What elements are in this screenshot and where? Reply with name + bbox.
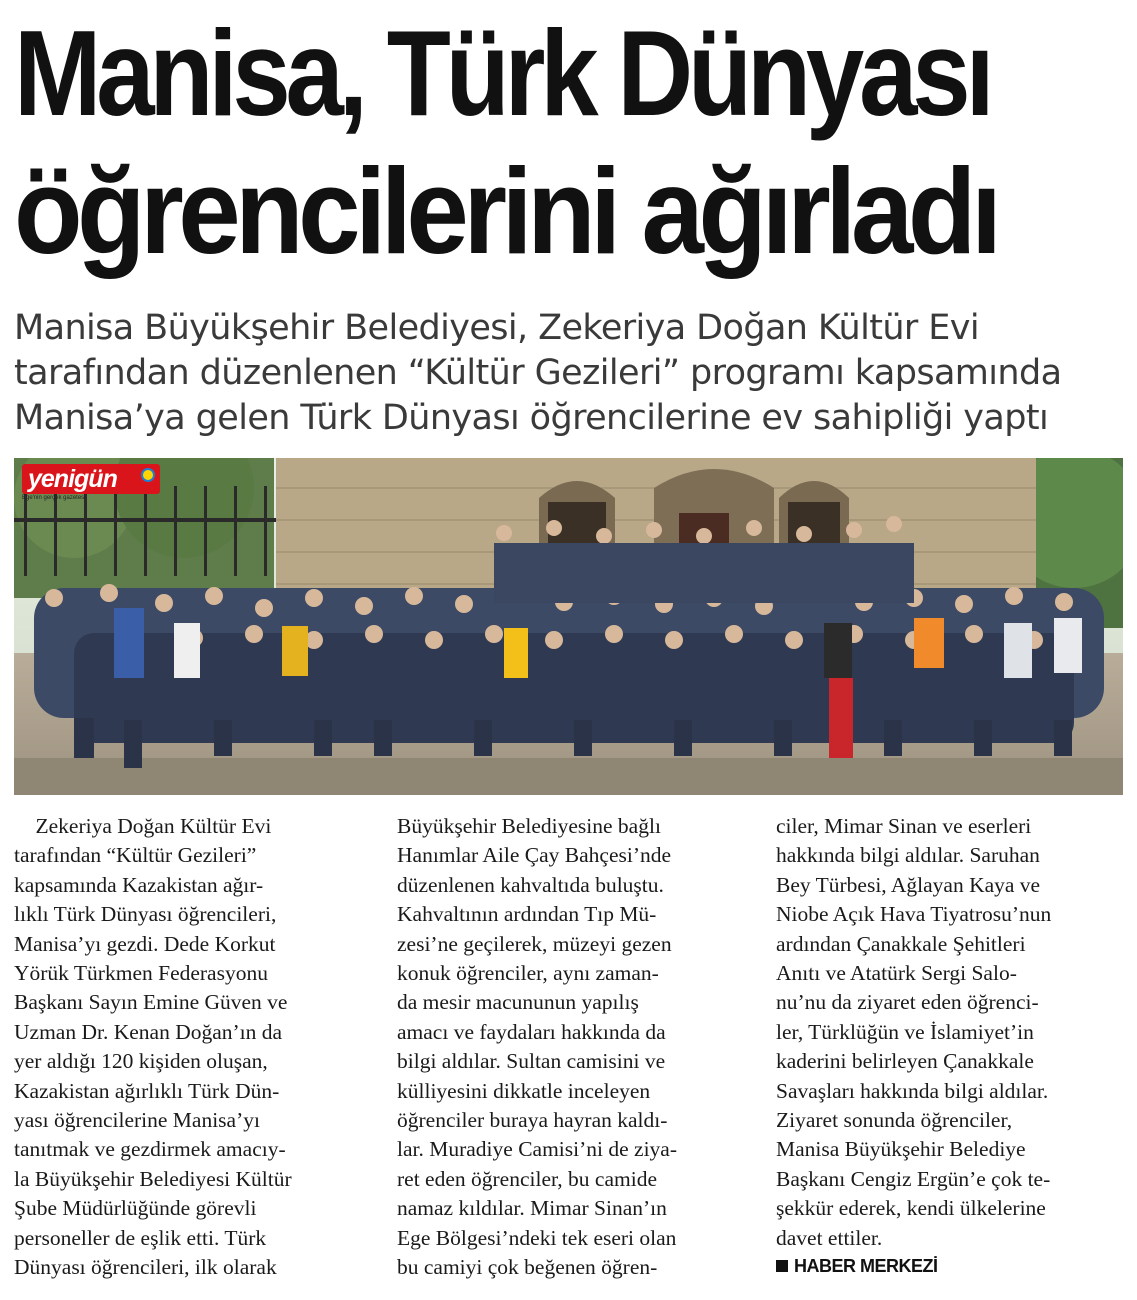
- column-line: Büyükşehir Belediyesine bağlı: [397, 814, 661, 838]
- column-line: Manisa’yı gezdi. Dede Korkut: [14, 931, 276, 956]
- deck-line: tarafından düzenlenen “Kültür Gezileri” programı kapsamında: [14, 353, 1062, 393]
- column-line: personeller de eşlik etti. Türk: [14, 1225, 267, 1250]
- group-photo: [14, 458, 1123, 795]
- column-line: Zekeriya Doğan Kültür Evi: [14, 814, 272, 838]
- column-line: Kahvaltının ardından Tıp Mü-: [397, 902, 657, 927]
- column-line: la Büyükşehir Belediyesi Kültür: [14, 1166, 292, 1191]
- column-line: Bey Türbesi, Ağlayan Kaya ve: [776, 872, 1041, 897]
- column-line: Uzman Dr. Kenan Doğan’ın da: [14, 1019, 283, 1044]
- column-line: Kazakistan ağırlıklı Türk Dün-: [14, 1078, 280, 1103]
- column-line: Ziyaret sonunda öğrenciler,: [776, 1108, 1013, 1133]
- logo-tagline: Ege'nin gerçek gazetesi: [22, 495, 86, 501]
- column-line: Manisa Büyükşehir Belediye: [776, 1137, 1026, 1162]
- column-line: Ege Bölgesi’ndeki tek eseri olan: [397, 1225, 677, 1250]
- column-line: amacı ve faydaları hakkında da: [397, 1019, 666, 1044]
- column-line: Başkanı Cengiz Ergün’e çok te-: [776, 1166, 1051, 1191]
- column-line: bilgi aldılar. Sultan camisini ve: [397, 1049, 666, 1074]
- column-line: kapsamında Kazakistan ağır-: [14, 872, 264, 897]
- group-photo-illustration: [14, 458, 1123, 795]
- column-line: tanıtmak ve gezdirmek amacıy-: [14, 1137, 286, 1162]
- column-line: Niobe Açık Hava Tiyatrosu’nun: [776, 902, 1052, 927]
- byline: [776, 1256, 938, 1277]
- column-line: Hanımlar Aile Çay Bahçesi’nde: [397, 843, 672, 868]
- column-line: lar. Muradiye Camisi’ni de ziya-: [397, 1137, 678, 1162]
- column-line: namaz kıldılar. Mimar Sinan’ın: [397, 1196, 667, 1221]
- article-column-3: [776, 812, 1126, 1294]
- headline-line-2: öğrencilerini ağırladı: [14, 143, 997, 279]
- column-line: lıklı Türk Dünyası öğrencileri,: [14, 902, 277, 927]
- column-line: da mesir macununun yapılış: [397, 990, 639, 1015]
- column-line: ardından Çanakkale Şehitleri: [776, 931, 1026, 956]
- article-column-1: [14, 812, 364, 1294]
- logo-text: yenigün: [28, 464, 117, 493]
- column-line: yer aldığı 120 kişiden oluşan,: [14, 1049, 268, 1074]
- column-line: hakkında bilgi aldılar. Saruhan: [776, 843, 1040, 868]
- deck-line: Manisa Büyükşehir Belediyesi, Zekeriya Doğan Kültür Evi: [14, 308, 979, 348]
- byline-text: HABER MERKEZİ: [794, 1256, 938, 1276]
- column-line: konuk öğrenciler, aynı zaman-: [397, 961, 659, 986]
- column-line: şekkür ederek, kendi ülkelerine: [776, 1196, 1046, 1221]
- column-line: öğrenciler buraya hayran kaldı-: [397, 1108, 668, 1133]
- headline-line-1: Manisa, Türk Dünyası: [14, 5, 990, 141]
- column-line: davet ettiler.: [776, 1225, 883, 1250]
- column-line: kaderini belirleyen Çanakkale: [776, 1049, 1034, 1074]
- deck-line: Manisa’ya gelen Türk Dünyası öğrencilerine ev sahipliği yaptı: [14, 398, 1049, 438]
- column-line: Yörük Türkmen Federasyonu: [14, 961, 268, 986]
- column-line: Şube Müdürlüğünde görevli: [14, 1196, 257, 1221]
- newspaper-logo: [22, 464, 160, 494]
- column-line: bu camiyi çok beğenen öğren-: [397, 1255, 658, 1280]
- column-line: tarafından “Kültür Gezileri”: [14, 843, 257, 868]
- column-line: Başkanı Sayın Emine Güven ve: [14, 990, 288, 1015]
- column-line: külliyesini dikkatle inceleyen: [397, 1078, 651, 1103]
- article-column-2: [397, 812, 747, 1294]
- column-line: ler, Türklüğün ve İslamiyet’in: [776, 1019, 1034, 1044]
- column-line: Savaşları hakkında bilgi aldılar.: [776, 1078, 1049, 1103]
- byline-square-icon: [776, 1260, 788, 1272]
- article-deck: [14, 306, 1124, 441]
- column-line: Anıtı ve Atatürk Sergi Salo-: [776, 961, 1017, 986]
- column-line: nu’nu da ziyaret eden öğrenci-: [776, 990, 1039, 1015]
- logo-eye-icon: [141, 468, 155, 482]
- column-line: zesi’ne geçilerek, müzeyi gezen: [397, 931, 672, 956]
- column-line: ret eden öğrenciler, bu camide: [397, 1166, 657, 1191]
- column-line: ciler, Mimar Sinan ve eserleri: [776, 814, 1032, 838]
- column-line: Dünyası öğrencileri, ilk olarak: [14, 1255, 277, 1280]
- column-line: yası öğrencilerine Manisa’yı: [14, 1108, 260, 1133]
- column-line: düzenlenen kahvaltıda buluştu.: [397, 872, 664, 897]
